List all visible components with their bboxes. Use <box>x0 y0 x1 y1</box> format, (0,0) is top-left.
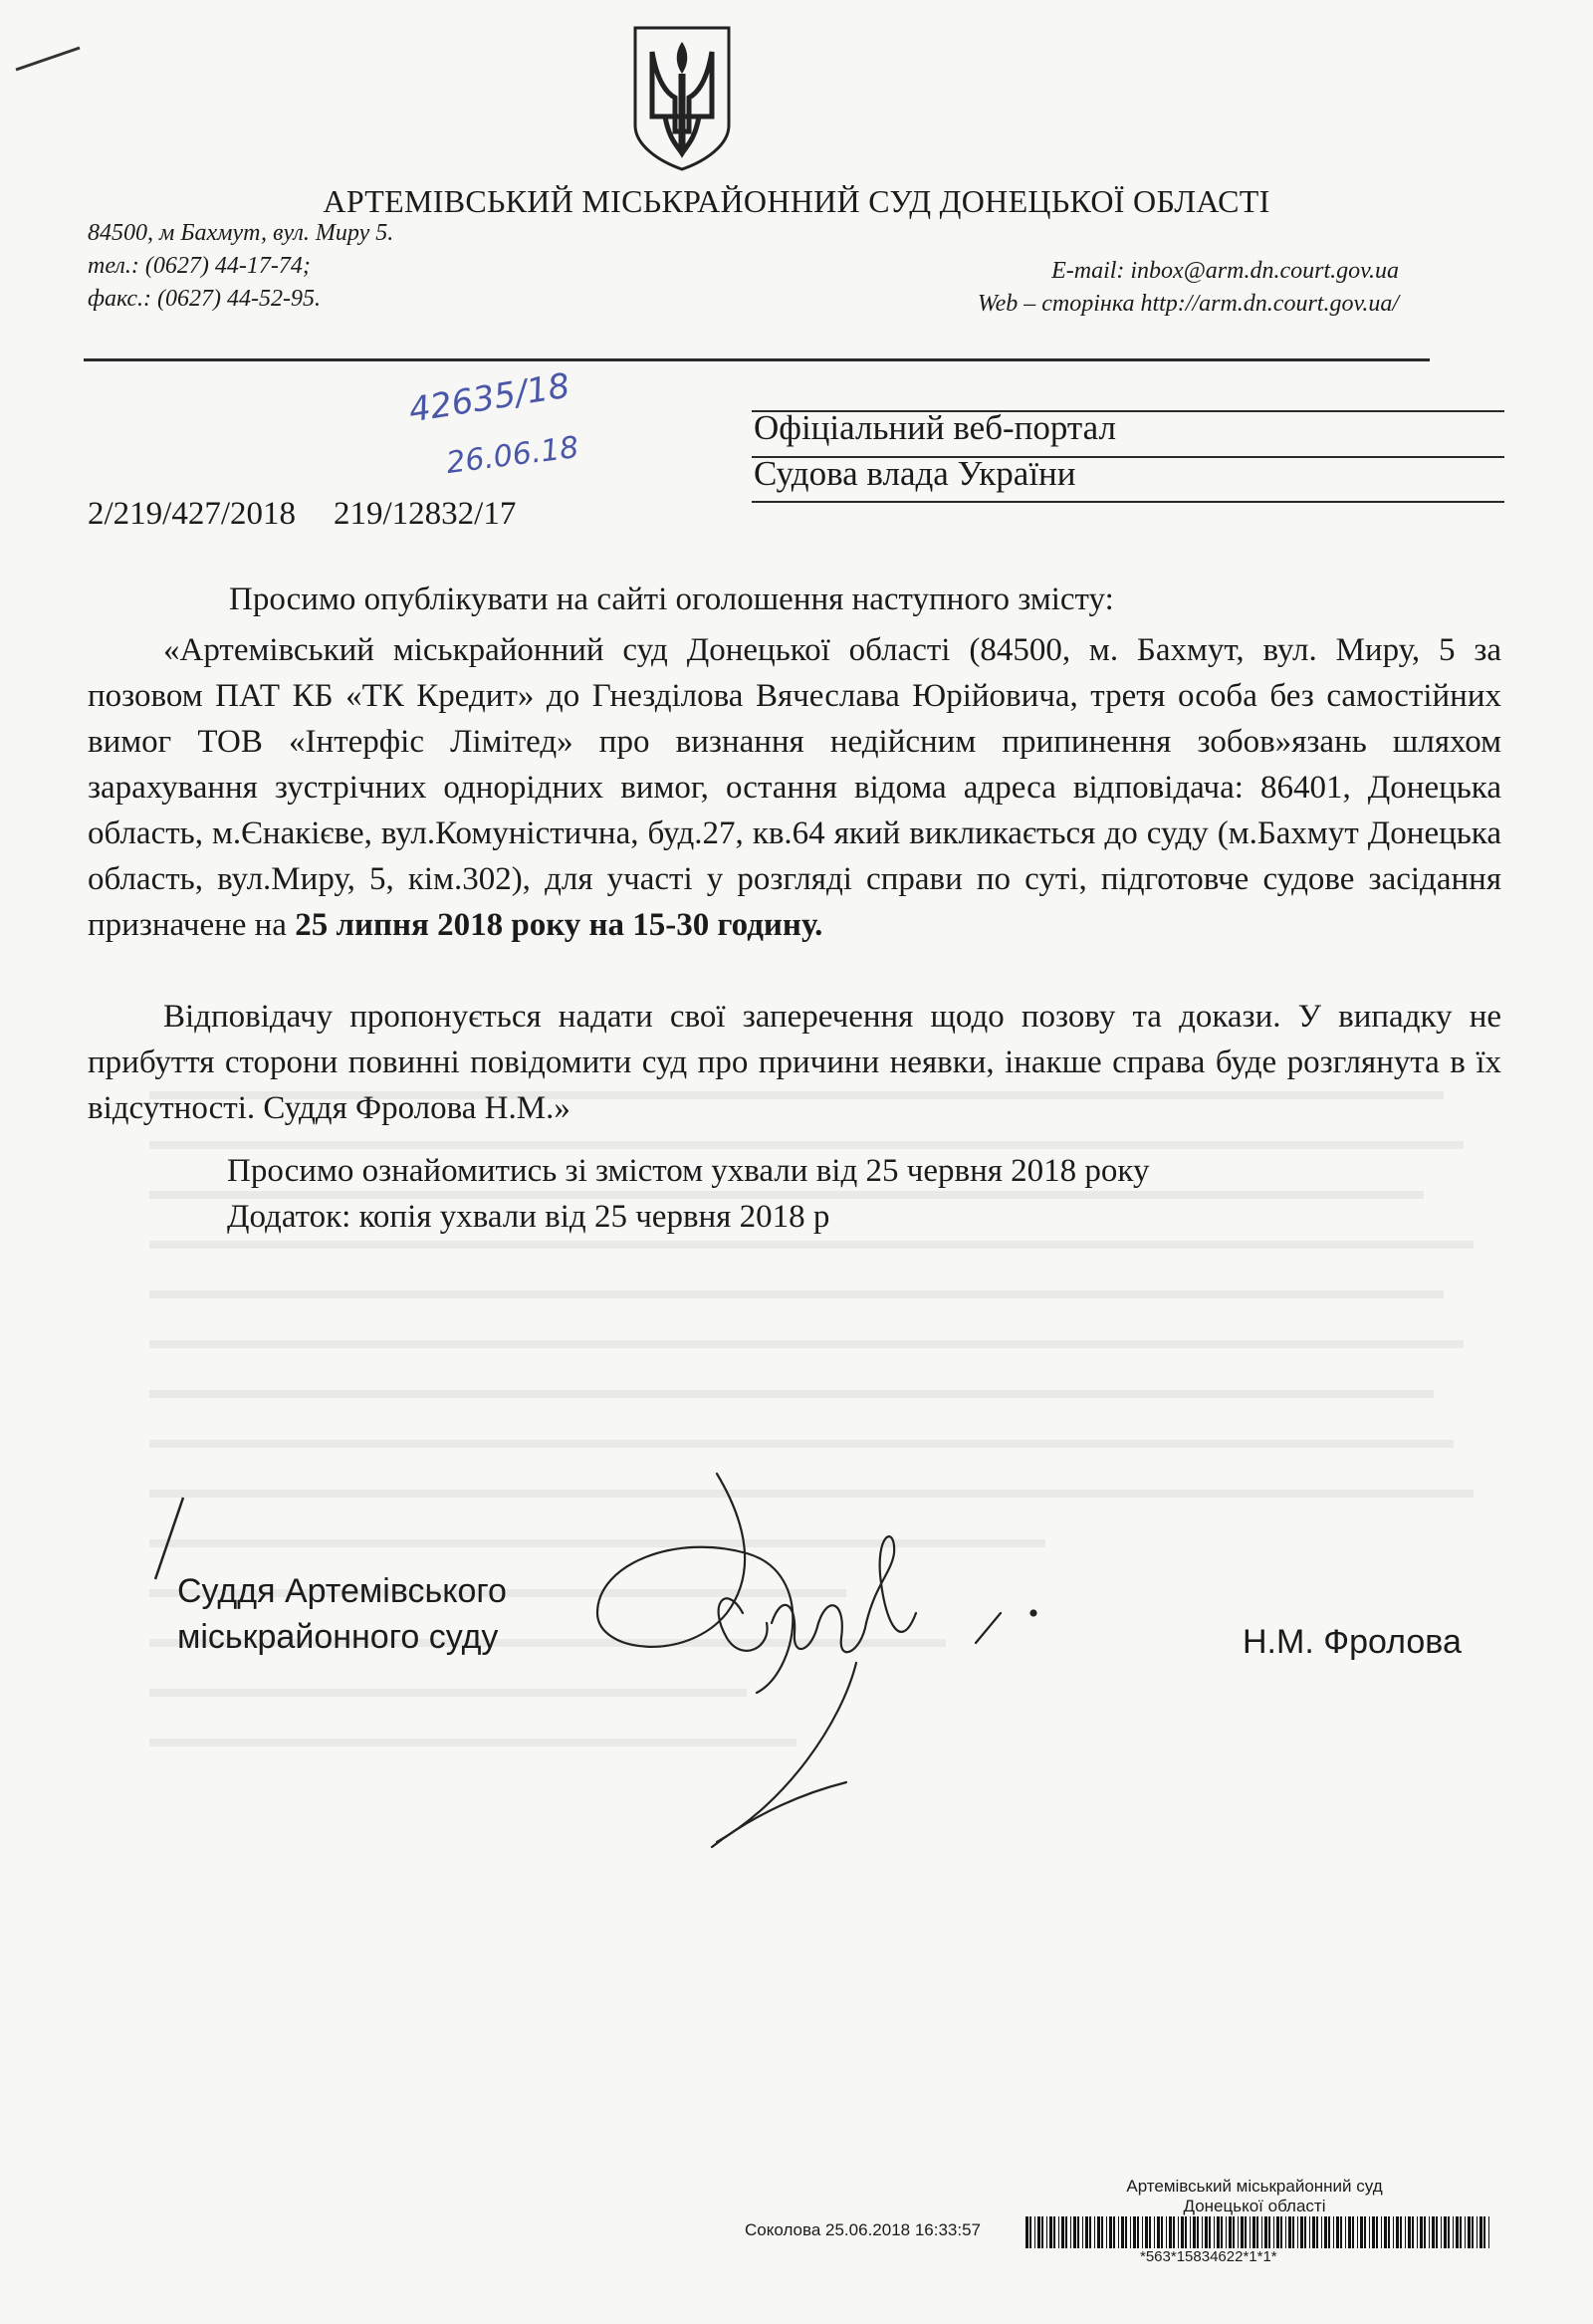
barcode-bar <box>1166 2216 1167 2248</box>
barcode-bar <box>1097 2216 1100 2248</box>
barcode-bar <box>1106 2216 1107 2248</box>
barcode-bar <box>1408 2216 1411 2248</box>
barcode-bar <box>1304 2216 1306 2248</box>
barcode-bar <box>1101 2216 1103 2248</box>
barcode-bar <box>1113 2216 1115 2248</box>
barcode-bar <box>1432 2216 1435 2248</box>
barcode <box>1025 2216 1493 2248</box>
barcode-bar <box>1130 2216 1131 2248</box>
barcode-bar <box>1133 2216 1136 2248</box>
barcode-bar <box>1420 2216 1423 2248</box>
handwritten-registration-date: 26.06.18 <box>444 429 581 482</box>
barcode-bar <box>1381 2216 1382 2248</box>
barcode-bar <box>1037 2216 1040 2248</box>
hearing-date: 25 липня 2018 року на 15-30 годину. <box>295 907 823 943</box>
barcode-bar <box>1137 2216 1139 2248</box>
barcode-bar <box>1185 2216 1187 2248</box>
barcode-bar <box>1085 2216 1088 2248</box>
barcode-bar <box>1321 2216 1322 2248</box>
request-line: Просимо ознайомитись зі змістом ухвали від 25 червня 2018 року <box>227 1153 1150 1189</box>
barcode-bar <box>1217 2216 1220 2248</box>
barcode-bar <box>1125 2216 1127 2248</box>
barcode-bar <box>1065 2216 1067 2248</box>
barcode-bar <box>1073 2216 1076 2248</box>
barcode-bar <box>1154 2216 1155 2248</box>
barcode-bar <box>1400 2216 1402 2248</box>
barcode-bar <box>1209 2216 1211 2248</box>
barcode-bar <box>1245 2216 1247 2248</box>
barcode-bar <box>1288 2216 1291 2248</box>
court-contacts <box>88 217 393 316</box>
barcode-bar <box>1252 2216 1255 2248</box>
barcode-bar <box>1345 2216 1346 2248</box>
barcode-bar <box>1061 2216 1064 2248</box>
barcode-bar <box>1388 2216 1390 2248</box>
barcode-bar <box>1178 2216 1179 2248</box>
barcode-bar <box>1205 2216 1208 2248</box>
barcode-bar <box>1238 2216 1239 2248</box>
barcode-bar <box>1472 2216 1474 2248</box>
barcode-bar <box>1157 2216 1160 2248</box>
signatory-role-line-1: Суддя Артемівського <box>177 1572 507 1610</box>
case-reference-2: 219/12832/17 <box>334 496 517 532</box>
barcode-bar <box>1173 2216 1175 2248</box>
barcode-bar <box>1429 2216 1430 2248</box>
court-phone: тел.: (0627) 44-17-74; <box>88 253 311 279</box>
barcode-bar <box>1276 2216 1279 2248</box>
barcode-bar <box>1477 2216 1478 2248</box>
barcode-bar <box>1328 2216 1330 2248</box>
barcode-bar <box>1468 2216 1471 2248</box>
barcode-code: *563*15834622*1*1* <box>1140 2248 1277 2265</box>
barcode-bar <box>1142 2216 1143 2248</box>
barcode-bar <box>1479 2216 1482 2248</box>
barcode-bar <box>1070 2216 1071 2248</box>
barcode-bar <box>1297 2216 1298 2248</box>
barcode-bar <box>1049 2216 1052 2248</box>
barcode-bar <box>1121 2216 1124 2248</box>
announcement-paragraph <box>88 627 1501 948</box>
case-references <box>88 496 554 533</box>
barcode-bar <box>1202 2216 1203 2248</box>
stamp-court-line-2: Донецької області <box>1183 2197 1326 2215</box>
barcode-bar <box>1456 2216 1459 2248</box>
barcode-bar <box>1369 2216 1370 2248</box>
barcode-bar <box>1412 2216 1414 2248</box>
barcode-bar <box>1025 2216 1028 2248</box>
barcode-bar <box>1396 2216 1399 2248</box>
barcode-bar <box>1197 2216 1199 2248</box>
signatory-role-line-2: міськрайонного суду <box>177 1618 499 1656</box>
respondent-paragraph: Відповідачу пропонується надати свої заперечення щодо позову та докази. У випадку не прибуття сторони повинні повідомити суд про причини неявки, інакше справа буде розглянута в їх відсутності. Суддя Фролова Н.М.» <box>88 999 1501 1126</box>
barcode-bar <box>1285 2216 1286 2248</box>
stamp-court-line-1: Артемівський міськрайонний суд <box>1126 2177 1383 2196</box>
barcode-bar <box>1393 2216 1394 2248</box>
court-online-contacts <box>978 255 1399 321</box>
barcode-bar <box>1441 2216 1442 2248</box>
barcode-bar <box>1453 2216 1454 2248</box>
addressee-line-1: Офіціальний веб-портал <box>754 408 1116 447</box>
barcode-bar <box>1229 2216 1232 2248</box>
case-reference-1: 2/219/427/2018 <box>88 496 297 532</box>
trident-emblem-icon <box>627 22 737 171</box>
barcode-bar <box>1193 2216 1196 2248</box>
barcode-bar <box>1233 2216 1235 2248</box>
handwritten-registration-number: 42635/18 <box>405 365 573 431</box>
barcode-bar <box>1280 2216 1282 2248</box>
barcode-bar <box>1348 2216 1351 2248</box>
signatory-role <box>177 1568 507 1660</box>
barcode-bar <box>1226 2216 1227 2248</box>
barcode-bar <box>1190 2216 1191 2248</box>
barcode-bar <box>1264 2216 1267 2248</box>
barcode-bar <box>1077 2216 1079 2248</box>
barcode-bar <box>1376 2216 1378 2248</box>
barcode-bar <box>1336 2216 1339 2248</box>
barcode-bar <box>1352 2216 1354 2248</box>
court-email: E-mail: inbox@arm.dn.court.gov.ua <box>1051 258 1399 284</box>
barcode-bar <box>1460 2216 1462 2248</box>
intro-line: Просимо опублікувати на сайті оголошення наступного змісту: <box>229 581 1114 617</box>
barcode-bar <box>1058 2216 1059 2248</box>
addressee-line-2: Судова влада України <box>754 454 1076 493</box>
barcode-bar <box>1448 2216 1450 2248</box>
barcode-bar <box>1256 2216 1258 2248</box>
signatory-name: Н.М. Фролова <box>1243 1623 1462 1661</box>
stamp-registrar-timestamp: Соколова 25.06.2018 16:33:57 <box>745 2220 982 2239</box>
barcode-bar <box>1273 2216 1274 2248</box>
barcode-bar <box>1094 2216 1095 2248</box>
attachment-line: Додаток: копія ухвали від 25 червня 2018 р <box>227 1199 830 1235</box>
barcode-bar <box>1364 2216 1366 2248</box>
addressee-rule-bottom <box>752 501 1504 503</box>
barcode-bar <box>1292 2216 1294 2248</box>
barcode-bar <box>1214 2216 1215 2248</box>
barcode-bar <box>1312 2216 1315 2248</box>
margin-pen-mark <box>14 44 84 74</box>
barcode-bar <box>1261 2216 1262 2248</box>
barcode-bar <box>1181 2216 1184 2248</box>
barcode-bar <box>1029 2216 1031 2248</box>
barcode-bar <box>1118 2216 1119 2248</box>
barcode-bar <box>1221 2216 1223 2248</box>
barcode-bar <box>1488 2216 1489 2248</box>
barcode-bar <box>1034 2216 1035 2248</box>
header-divider <box>84 358 1430 361</box>
barcode-bar <box>1082 2216 1083 2248</box>
barcode-bar <box>1316 2216 1318 2248</box>
barcode-bar <box>1046 2216 1047 2248</box>
barcode-bar <box>1268 2216 1270 2248</box>
court-title: АРТЕМІВСЬКИЙ МІСЬКРАЙОННИЙ СУД ДОНЕЦЬКОЇ ОБЛАСТІ <box>323 183 1270 219</box>
barcode-bar <box>1241 2216 1244 2248</box>
barcode-bar <box>1309 2216 1310 2248</box>
announcement-text: «Артемівський міськрайонний суд Донецької області (84500, м. Бахмут, вул. Миру, 5 за позовом ПАТ КБ «ТК Кредит» до Гнезділова Вячеслава Юрійовича, третя особа без самостійних вимог ТОВ «Інтерфіс Лімітед» про визнання недійсним припинення зобов»язань шляхом зарахування зустрічних однорідних вимог, остання відома адреса відповідача: 86401, Донецька область, м.Єнакієве, вул.Комуністична, буд.27, кв.64 який викликається до суду (м.Бахмут Донецька область, вул.Миру, 5, кім.302), для участі у розгляді справи по суті, підготовче судове засідання призначене на <box>88 632 1501 943</box>
barcode-bar <box>1360 2216 1363 2248</box>
barcode-bar <box>1145 2216 1148 2248</box>
barcode-bar <box>1444 2216 1447 2248</box>
barcode-bar <box>1324 2216 1327 2248</box>
barcode-bar <box>1483 2216 1485 2248</box>
barcode-bar <box>1424 2216 1426 2248</box>
barcode-bar <box>1161 2216 1163 2248</box>
barcode-bar <box>1250 2216 1251 2248</box>
barcode-bar <box>1053 2216 1055 2248</box>
court-fax: факс.: (0627) 44-52-95. <box>88 286 321 312</box>
barcode-bar <box>1041 2216 1043 2248</box>
barcode-bar <box>1340 2216 1342 2248</box>
barcode-bar <box>1384 2216 1387 2248</box>
barcode-bar <box>1333 2216 1334 2248</box>
court-address: 84500, м Бахмут, вул. Миру 5. <box>88 220 394 246</box>
barcode-bar <box>1149 2216 1151 2248</box>
barcode-bar <box>1417 2216 1418 2248</box>
barcode-bar <box>1300 2216 1303 2248</box>
barcode-bar <box>1109 2216 1112 2248</box>
barcode-bar <box>1169 2216 1172 2248</box>
barcode-bar <box>1405 2216 1406 2248</box>
barcode-bar <box>1436 2216 1438 2248</box>
court-website: Web – сторінка http://arm.dn.court.gov.ua/ <box>977 291 1399 317</box>
barcode-bar <box>1357 2216 1358 2248</box>
barcode-bar <box>1372 2216 1375 2248</box>
barcode-bar <box>1465 2216 1466 2248</box>
barcode-bar <box>1089 2216 1091 2248</box>
handwritten-signature <box>558 1464 1075 1882</box>
